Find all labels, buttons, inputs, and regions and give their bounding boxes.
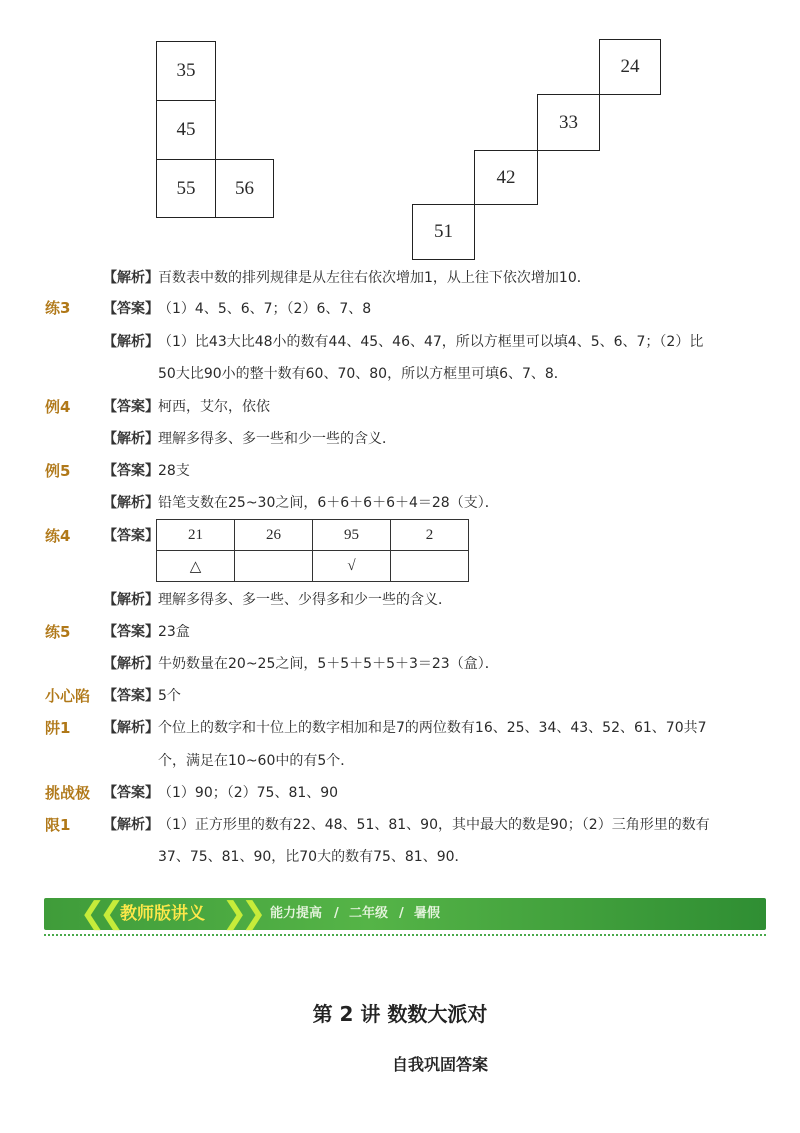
grid-cell: 45 [156, 100, 216, 160]
jiexi-text: 50大比90小的整十数有60、70、80，所以方框里可填6、7、8． [158, 366, 568, 382]
answer-text: 23盒 [158, 624, 190, 640]
lesson-title: 第 2 讲 数数大派对 [312, 1002, 488, 1026]
grid-cell: 24 [599, 39, 661, 95]
daan-label: 【答案】 [103, 624, 159, 640]
table-cell: √ [313, 551, 391, 582]
teacher-banner [44, 898, 766, 930]
daan-label: 【答案】 [103, 688, 159, 704]
section-label: 例4 [45, 398, 71, 416]
jiexi-label: 【解析】 [103, 495, 159, 511]
grid-cell: 55 [156, 159, 216, 218]
grid-cell: 51 [412, 204, 475, 260]
section-label: 阱1 [45, 719, 71, 737]
table-cell [391, 551, 469, 582]
dotted-divider [44, 934, 766, 936]
daan-label: 【答案】 [103, 528, 159, 544]
jiexi-text: （1）正方形里的数有22、48、51、81、90，其中最大的数是90；（2）三角形里的数有 [158, 817, 710, 833]
table-cell: △ [157, 551, 235, 582]
jiexi-text: 理解多得多、多一些、少得多和少一些的含义． [158, 592, 452, 608]
chevron-left-icon: ❮❮ [80, 896, 119, 931]
jiexi-text: 个，满足在10~60中的有5个． [158, 753, 355, 769]
section-subtitle: 自我巩固答案 [391, 1055, 488, 1074]
table-cell: 26 [235, 520, 313, 551]
banner-crumb: 二年级 [349, 906, 389, 921]
jiexi-label: 【解析】 [103, 431, 159, 447]
banner-crumb: 暑假 [414, 906, 441, 921]
grid-cell: 42 [474, 150, 538, 205]
table-cell: 21 [157, 520, 235, 551]
jiexi-label: 【解析】 [103, 592, 159, 608]
table-cell: 95 [313, 520, 391, 551]
jiexi-text: 百数表中数的排列规律是从左往右依次增加1，从上往下依次增加10． [158, 270, 591, 286]
grid-cell: 56 [215, 159, 274, 218]
answer-text: 28支 [158, 463, 190, 479]
section-label: 练4 [45, 527, 71, 545]
jiexi-label: 【解析】 [103, 656, 159, 672]
jiexi-text: 铅笔支数在25~30之间，6＋6＋6＋6＋4＝28（支）． [158, 495, 499, 511]
jiexi-label: 【解析】 [103, 270, 159, 286]
section-label: 限1 [45, 816, 71, 834]
jiexi-label: 【解析】 [103, 720, 159, 736]
grid-cell: 35 [156, 41, 216, 101]
grid-cell: 33 [537, 94, 600, 151]
answer-text: 柯西，艾尔，依依 [158, 399, 270, 415]
answer-text: （1）90；（2）75、81、90 [158, 785, 339, 801]
banner-separator: / [399, 906, 404, 921]
jiexi-text: 牛奶数量在20~25之间，5＋5＋5＋5＋3＝23（盒）． [158, 656, 499, 672]
banner-title: 教师版讲义 [120, 904, 205, 924]
jiexi-text: 个位上的数字和十位上的数字相加和是7的两位数有16、25、34、43、52、61、70共7 [158, 720, 707, 736]
table-cell: 2 [391, 520, 469, 551]
section-label: 例5 [45, 462, 71, 480]
daan-label: 【答案】 [103, 301, 159, 317]
jiexi-text: 理解多得多、多一些和少一些的含义． [158, 431, 396, 447]
daan-label: 【答案】 [103, 463, 159, 479]
daan-label: 【答案】 [103, 785, 159, 801]
answer-text: （1）4、5、6、7；（2）6、7、8 [158, 301, 372, 317]
jiexi-text: 37、75、81、90，比70大的数有75、81、90． [158, 849, 469, 865]
chevron-right-icon: ❯❯ [222, 896, 261, 931]
section-label: 练3 [45, 299, 71, 317]
section-label: 练5 [45, 623, 71, 641]
table-cell [235, 551, 313, 582]
jiexi-text: （1）比43大比48小的数有44、45、46、47，所以方框里可以填4、5、6、7；（2）比 [158, 334, 704, 350]
section-label: 挑战极 [45, 784, 91, 802]
jiexi-label: 【解析】 [103, 334, 159, 350]
section-label: 小心陷 [45, 687, 91, 705]
answer-text: 5个 [158, 688, 181, 704]
jiexi-label: 【解析】 [103, 817, 159, 833]
answer-table [156, 519, 469, 582]
banner-crumb: 能力提高 [270, 906, 323, 921]
daan-label: 【答案】 [103, 399, 159, 415]
banner-separator: / [334, 906, 339, 921]
